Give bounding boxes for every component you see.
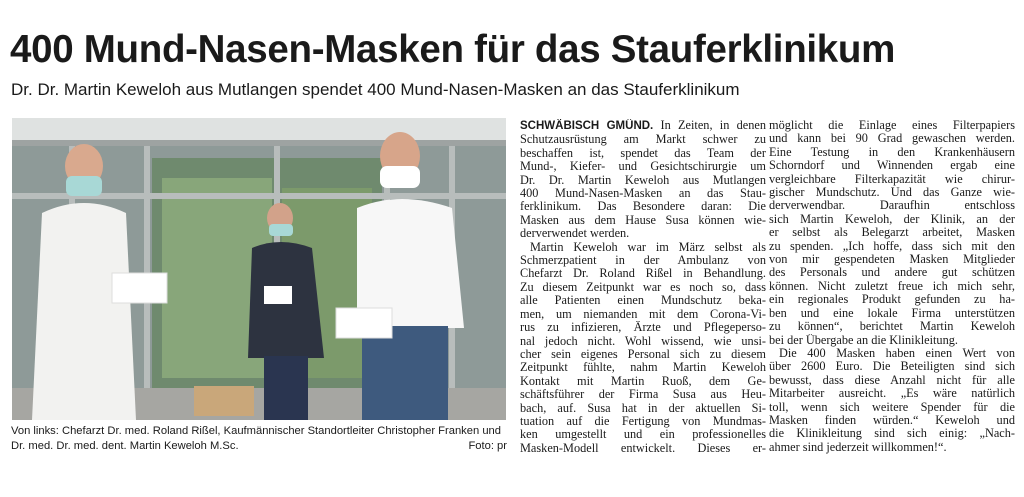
text-line: Martin Keweloh war im März selbst als xyxy=(530,240,766,254)
article-headline: 400 Mund-Nasen-Masken für das Stauferklinikum xyxy=(10,28,896,71)
text-line: vergleichbare Filterkapazität wie chirur- xyxy=(769,172,1015,186)
article-subheadline: Dr. Dr. Martin Keweloh aus Mutlangen spendet 400 Mund-Nasen-Masken an das Stauferklinikum xyxy=(11,80,740,99)
text-line: Schorndorf und Winnenden ergab eine xyxy=(769,159,1015,173)
text-line: Zeitpunkt fühlte, nahm Martin Keweloh xyxy=(520,361,766,375)
text-line: schäftsführer der Firma Susa aus Heu- xyxy=(520,388,766,402)
text-line: und kann bei 90 Grad gewaschen werden. xyxy=(769,132,1015,146)
text-line: Masken-Modell entwickelt. Dieses er- xyxy=(520,441,766,455)
text-line: nal jedoch nicht. Wohl wissend, wie unsi- xyxy=(520,334,766,348)
text-line: Chefarzt Dr. Roland Rißel in Behandlung. xyxy=(520,267,766,281)
text-line: können. Nicht zuletzt freue ich mich sehr, xyxy=(769,279,1015,293)
photo-illustration xyxy=(12,118,506,420)
text-line: Zu diesem Zeitpunkt war es noch so, dass xyxy=(520,280,766,294)
dateline-kicker: SCHWÄBISCH GMÜND. xyxy=(520,120,654,132)
article-photo xyxy=(12,118,506,420)
article-column-2 xyxy=(769,119,1015,454)
text-line: bewusst, dass diese Anzahl nicht für alle xyxy=(769,373,1015,387)
text-line: möglicht die Einlage eines Filterpapiers xyxy=(769,119,1015,132)
article-column-1 xyxy=(520,119,766,455)
text-line: gischer Mundschutz. Und das Ganze wie- xyxy=(769,186,1015,200)
text-line: Dr. Dr. Martin Keweloh aus Mutlangen xyxy=(520,173,766,187)
text-line: SCHWÄBISCH GMÜND. In Zeiten, in denen xyxy=(520,119,766,132)
text-line: ahmer sind jederzeit willkommen!“. xyxy=(769,440,947,454)
text-line: men, um niemanden mit dem Corona-Vi- xyxy=(520,307,766,321)
text-line: bei der Übergabe an die Klinikleitung. xyxy=(769,333,958,347)
caption-line: Dr. med. Dr. med. dent. Martin Keweloh M.Sc. xyxy=(11,439,239,452)
text-line: Masken aus dem Hause Susa können wie- xyxy=(520,213,766,227)
text-line: Masken finden würden.“ Keweloh und xyxy=(769,413,1015,427)
photo-credit: Foto: pr xyxy=(468,439,507,452)
text-line: ken umgestellt und ein professionelles xyxy=(520,428,766,442)
text-line: Mund-, Kiefer- und Gesichtschirurgie um xyxy=(520,160,766,174)
text-line: ben und eine lokale Firma unterstützen xyxy=(769,306,1015,320)
photo-caption xyxy=(11,424,507,453)
text-line: toll, wenn sich weitere Spender für die xyxy=(769,400,1015,414)
text-line: Die 400 Masken haben einen Wert von xyxy=(779,346,1015,360)
text-line: Eine Testung in den Krankenhäusern xyxy=(769,145,1015,159)
text-line: bach, auf. Susa hat in der aktuellen Si- xyxy=(520,401,766,415)
text-line: über 2600 Euro. Die Beteiligten sind sich xyxy=(769,360,1015,374)
text-line: die Klinikleitung sind sich einig: „Nach- xyxy=(769,427,1015,441)
text-line: des Personals und andere gut schützen xyxy=(769,266,1015,280)
text-line: alle Patienten einen Mundschutz beka- xyxy=(520,294,766,308)
caption-line: Von links: Chefarzt Dr. med. Roland Rißel, Kaufmännischer Standortleiter Christopher Franken und xyxy=(11,425,501,437)
text-line: rus zu infizieren, Ärzte und Pflegeperso- xyxy=(520,321,766,335)
text-line: ferklinikum. Das Besondere daran: Die xyxy=(520,200,766,214)
text-line: 400 Mund-Nasen-Masken an das Stau- xyxy=(520,187,766,201)
text-line: zu können“, berichtet Martin Keweloh xyxy=(769,320,1015,334)
text-line: Kontakt mit Martin Ruoß, dem Ge- xyxy=(520,374,766,388)
text-line: er selbst als Belegarzt arbeitet, Masken xyxy=(769,226,1015,240)
text-line: Mitarbeiter ausreicht. „Es wäre natürlich xyxy=(769,387,1015,401)
text-line: zu spenden. „Ich hoffe, dass sich mit den xyxy=(769,239,1015,253)
text-line: von mir gespendeten Masken Mitglieder xyxy=(769,253,1015,267)
text-line: sich Martin Keweloh, der Klinik, an der xyxy=(769,212,1015,226)
text-line: ein regionales Produkt gefunden zu ha- xyxy=(769,293,1015,307)
text-line: Schutzausrüstung am Markt schwer zu xyxy=(520,133,766,147)
text-line: tuation auf die Fertigung von Mundmas- xyxy=(520,414,766,428)
text-line: derverwendbar. Daraufhin entschloss xyxy=(769,199,1015,213)
text-line: derverwendet werden. xyxy=(520,227,630,241)
text-line: beschaffen ist, spendet das Team der xyxy=(520,146,766,160)
text-line: Schmerzpatient in der Ambulanz von xyxy=(520,254,766,268)
text-line: cher sein eigenes Personal sich zu diesem xyxy=(520,347,766,361)
